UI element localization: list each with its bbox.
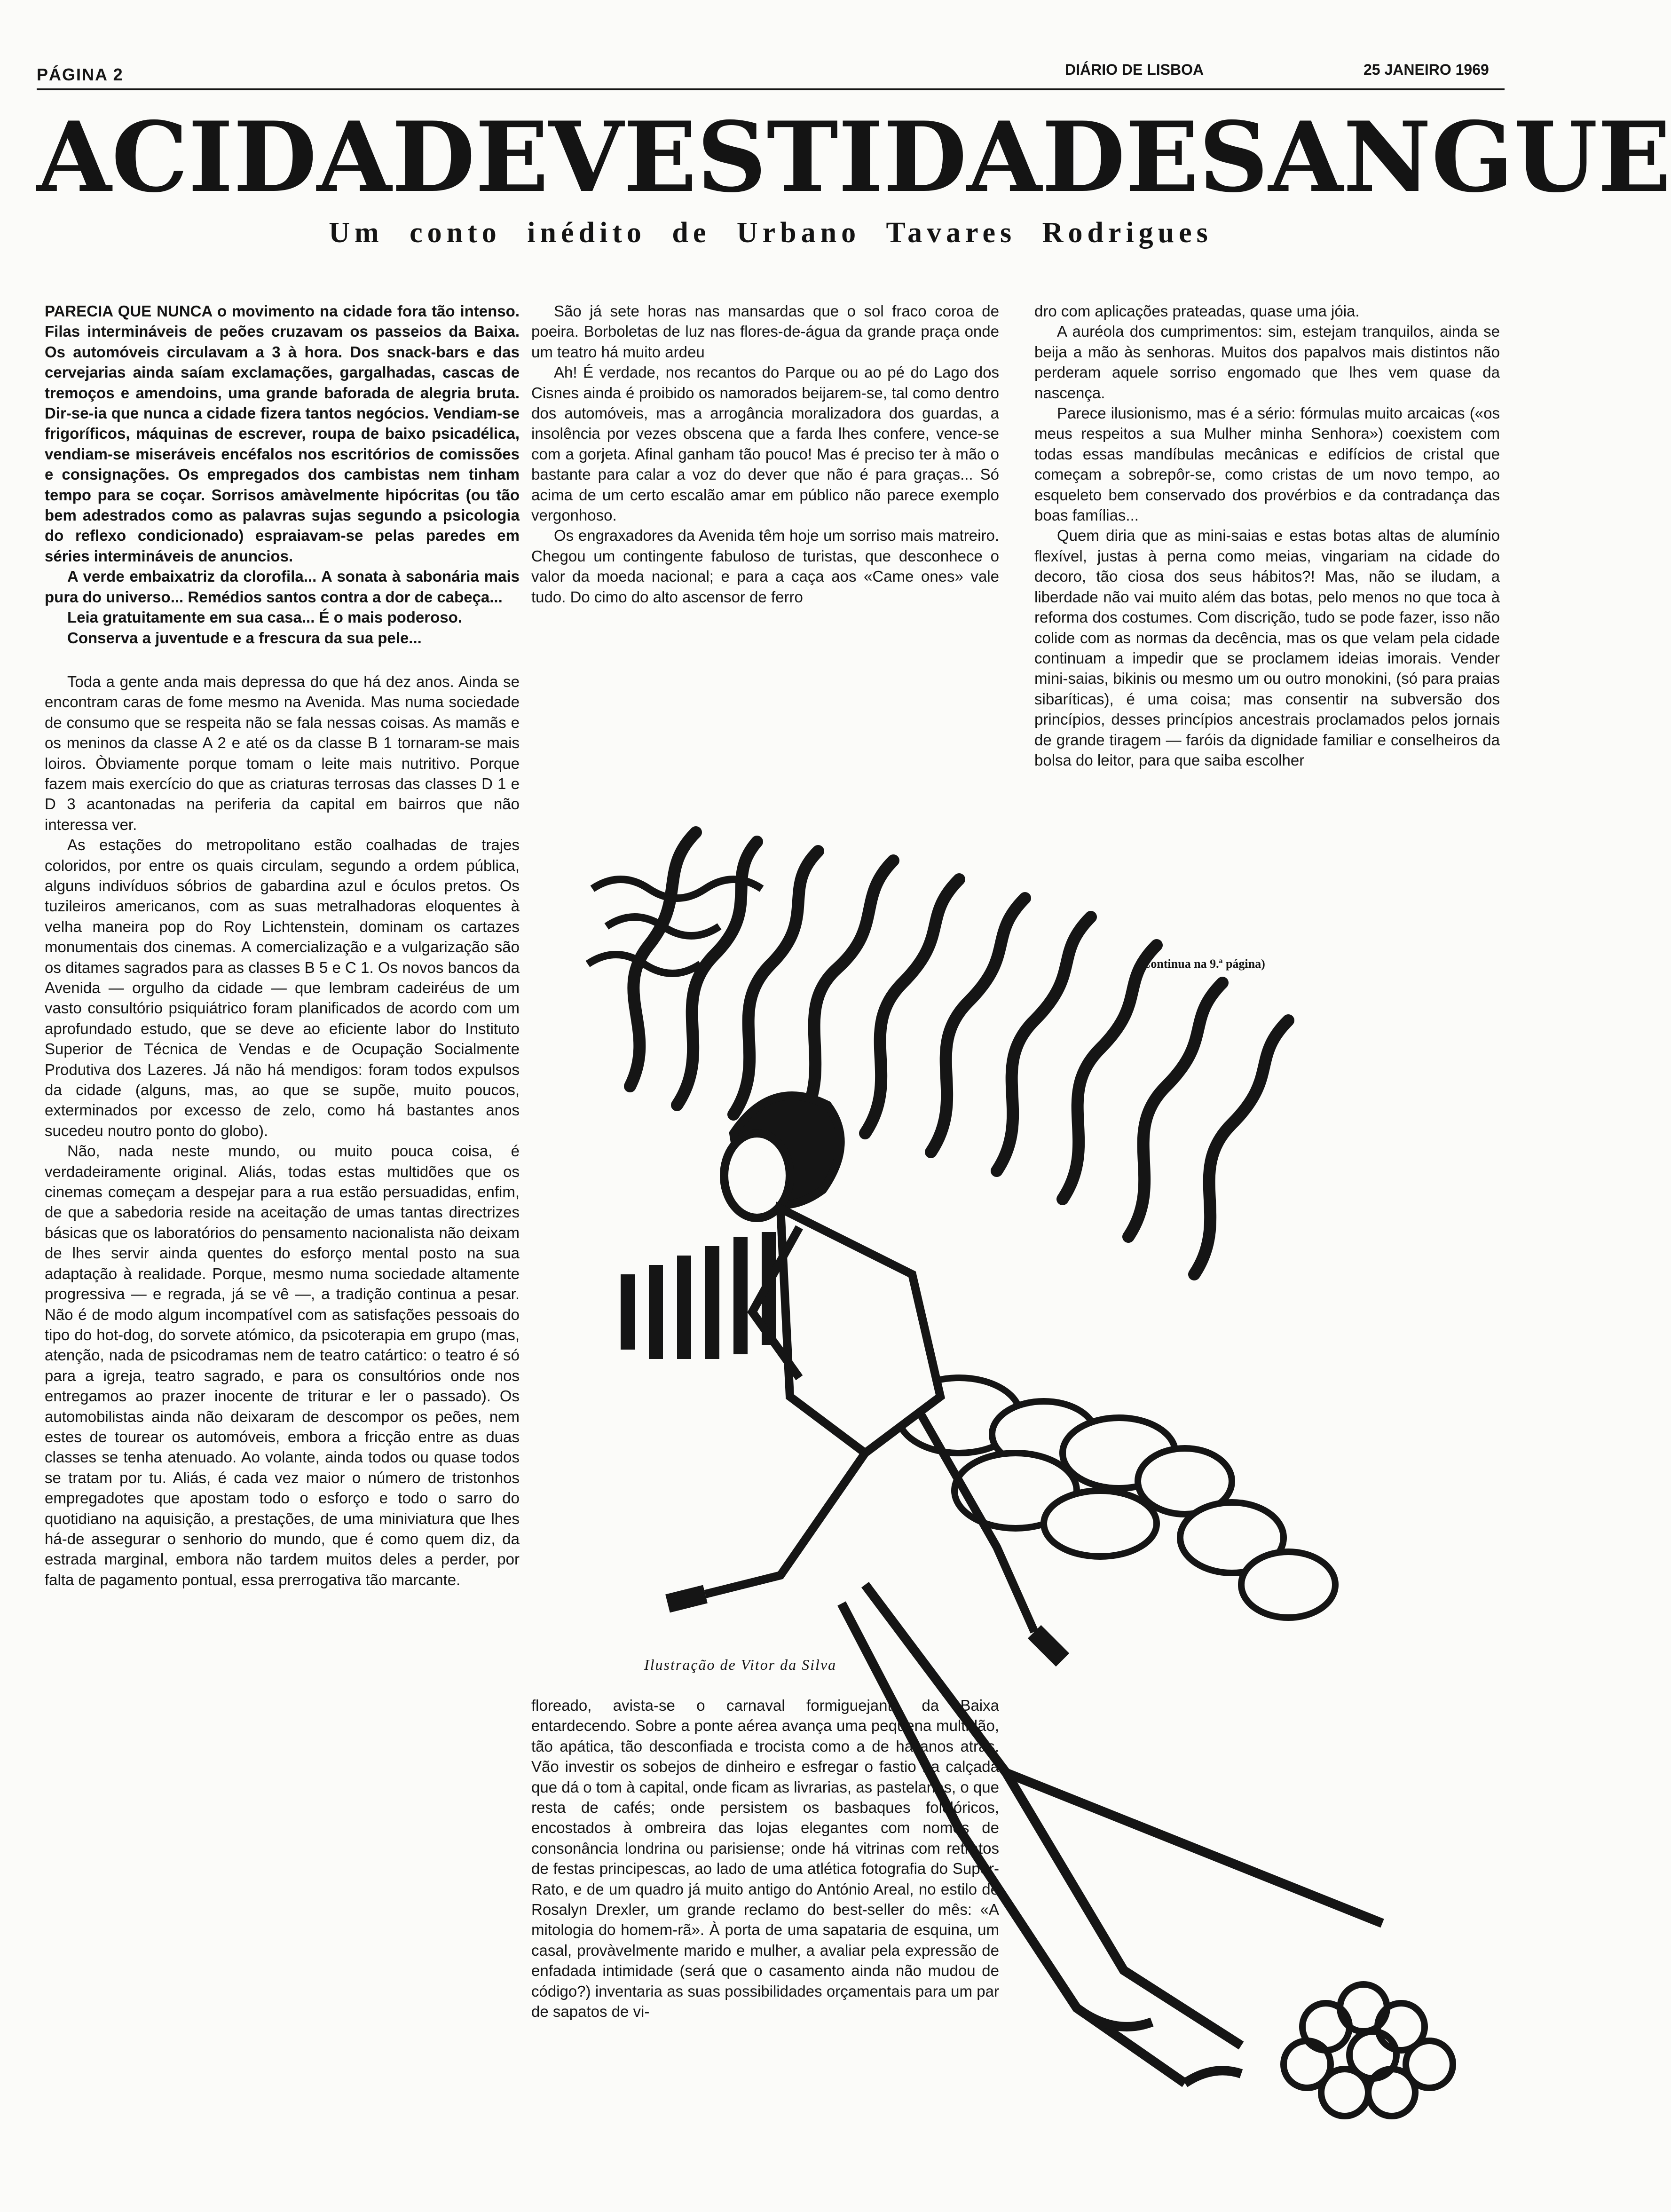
headline [37, 101, 1671, 214]
ad-slogan: Conserva a juventude e a frescura da sua pele... [67, 629, 422, 647]
continued-note: (Continua na 9.ª página) [1138, 957, 1265, 971]
body-paragraph: Ah! É verdade, nos recantos do Parque ou ao pé do Lago dos Cisnes ainda é proibido os namorados beijarem-se, tal como dentro dos automóveis, mas a arrogância moralizadora dos guardas, a insolência por vezes obscena que a farda lhes confere, vence-se com a gorjeta. Afinal ganham tão pouco! Mas é preciso ter à mão o bastante para calar a voz do dever que não é para graças... Só acima de um certo escalão amar em público não parece exemplo vergonhoso. [531, 363, 999, 524]
body-paragraph: dro com aplicações prateadas, quase uma jóia. [1034, 302, 1360, 320]
lead-caps: PARECIA QUE NUNCA [45, 302, 213, 320]
illustration-hair [1284, 1984, 1453, 2116]
body-paragraph: floreado, avista-se o carnaval formiguejante da Baixa entardecendo. Sobre a ponte aérea avança uma pequena multidão, tão apática, tão desconfiada e trocista como a de há anos atrás. Vão investir os sobejos de dinheiro e esfregar o fastio na calçada que dá o tom à capital, onde ficam as livrarias, as pastelarias, o que resta de cafés; onde persistem os basbaques folclóricos, encostados à ombreira das lojas elegantes com nomes de consonância londrina ou parisiense; onde há vitrinas com retratos de festas principescas, ao lado de uma atlética fotografia do Super-Rato, e de um quadro já muito antigo do António Areal, no estilo de Rosalyn Drexler, um grande reclamo do best-seller do mês: «A mitologia do homem-rã». À porta de uma sapataria de esquina, um casal, provàvelmente marido e mulher, a avaliar pela expressão de enfadada intimidade (será que o casamento ainda não mudou de código?) inventaria as suas possibilidades orçamentais para um par de sapatos de vi- [531, 1697, 999, 2021]
body-paragraph: A auréola dos cumprimentos: sim, estejam tranquilos, ainda se beija a mão às senhoras. Muitos dos papalvos mais distintos não perderam aquele sorriso engomado que lhes vem quase da nascença. [1034, 323, 1500, 402]
body-paragraph: Quem diria que as mini-saias e estas botas altas de alumínio flexível, justas à perna como meias, vingariam na cidade do decoro, tão ciosa dos seus hábitos?! Mas, não se iludam, a liberdade não vai muito além das botas, pelo menos no que toca à reforma dos costumes. Com discrição, tudo se pode fazer, isso não colide com as normas da decência, mas os que velam pela cidade continuam a impedir que se proclamem ideias imorais. Vender mini-saias, bikinis ou mesmo um ou outro monokini, (só para praias sibaríticas), é uma coisa; mas consentir na subversão dos princípios, desses princípios ancestrais proclamados pelos jornais de grande tiragem — faróis da dignidade familiar e conselheiros da bolsa do leitor, para que saiba escolher [1034, 527, 1500, 769]
illustration-figure-standing [668, 1096, 1063, 1660]
body-paragraph: Os engraxadores da Avenida têm hoje um sorriso mais matreiro. Chegou um contingente fabuloso de turistas, que desconhece o valor da moeda nacional; e para a caça aos «Came ones» vale tudo. Do cimo do alto ascensor de ferro [531, 527, 999, 606]
publication-name: DIÁRIO DE LISBOA [1065, 61, 1204, 78]
article-column-1 [45, 301, 520, 2135]
ad-slogan: Leia gratuitamente em sua casa... É o mais poderoso. [67, 608, 462, 626]
headline-word: DE [1041, 101, 1199, 214]
subtitle: Um conto inédito de Urbano Tavares Rodrigues [329, 217, 1213, 249]
lead-text: o movimento na cidade fora tão intenso. Filas intermináveis de peões cruzavam os passeios da Baixa. Os automóveis circulavam a 3 à hora. Dos snack-bars e das cervejarias ainda saíam exclamações, gargalhadas, cascas de tremoços e amendoins, uma grande baforada de alegria bruta. Dir-se-ia que nunca a cidade fizera tantos negócios. Vendiam-se frigoríficos, máquinas de escrever, roupa de baixo psicadélica, vendiam-se miseráveis encéfalos nos escritórios de comissões e consignações. Os empregados dos cambistas nem tinham tempo para se coçar. Sorrisos amàvelmente hipócritas (ou tão bem adestrados como as palavras sujas segundo a psicologia do reflexo condicionado) espraiavam-se pelas paredes em séries intermináveis de anuncios. [45, 302, 520, 565]
lead-paragraph [45, 301, 520, 566]
body-paragraph: Não, nada neste mundo, ou muito pouca coisa, é verdadeiramente original. Aliás, todas estas multidões que os cinemas começam a despejar para a rua estão persuadidas, enfim, de que a sabedoria reside na aceitação de umas tantas directrizes básicas que os laboratórios do pensamento nacionalista não deixam de lhes servir ainda quentes do esforço mental posto na sua adaptação à realidade. Porque, mesmo numa sociedade altamente progressiva — e regrada, já se vê —, a tradição continua a pesar. Não é de modo algum incompatível com as satisfações pessoais do tipo do hot-dog, do sorvete atómico, da psicoterapia em grupo (mas, atenção, nada de psicodramas nem de teatro catártico: o teatro é só para a igreja, teatro sagrado, e para os consultórios onde nos entregamos ao prazer inocente de triturar e ler o passado). Os automobilistas ainda não deixaram de descompor os peões, nem estes de tourear os automóveis, embora a fricção entre as duas classes se tenha atenuado. Ao volante, ainda todos ou quase todos se tratam por tu. Aliás, é cada vez maior o número de tristonhos empregadotes que apostam todo o esforço e todo o sarro do quotidiano na aquisição, a prestações, de uma miniviatura que lhes há-de assegurar o senhorio do mundo, que é como quem diz, da estrada marginal, embora não tardem muitos deles a perder, por falta de pagamento pontual, essa prerrogativa tão marcante. [45, 1142, 520, 1588]
issue-date: 25 JANEIRO 1969 [1364, 61, 1489, 78]
body-paragraph: As estações do metropolitano estão coalhadas de trajes coloridos, por entre os quais circulam, segundo a ordem pública, alguns indivíduos sóbrios de gabardina azul e óculos pretos. Os tuzileiros americanos, com as suas metralhadoras eloquentes à velha maneira pop do Roy Lichtenstein, dominam os cartazes monumentais dos cinemas. A comercialização e a vulgarização são os ditames sagrados para as classes B 5 e C 1. Os novos bancos da Avenida — orgulho da cidade — que lembram cadeiréus de um vasto consultório psiquiátrico foram planificados de acordo com um aprofundado estudo, que se deve ao eficiente labor do Instituto Superior de Técnica de Vendas e de Ocupação Socialmente Produtiva dos Lazeres. Já não há mendigos: foram todos expulsos da cidade (alguns, mas, ao que se supõe, muito poucos, exterminados por excesso de zelo, como há bastantes anos sucedeu noutro ponto do globo). [45, 836, 520, 1139]
body-paragraph: Toda a gente anda mais depressa do que há dez anos. Ainda se encontram caras de fome mesmo na Avenida. Mas numa sociedade de consumo que se respeita não se fala nessas coisas. As mamãs e os meninos da classe A 2 e até os da classe B 1 tornaram-se mais loiros. Òbviamente porque tomam o leite mais nutritivo. Porque fazem mais exercício do que as criaturas terrosas das classes D 1 e D 3 acantonadas na periferia da capital em bairros que não interessa ver. [45, 672, 520, 833]
illustration-flames [630, 832, 1288, 1274]
illustration-caption: Ilustração de Vitor da Silva [644, 1656, 837, 1673]
body-paragraph: São já sete horas nas mansardas que o sol fraco coroa de poeira. Borboletas de luz nas flores-de-água da grande praça onde um teatro há muito ardeu [531, 302, 999, 361]
article-column-2-bottom [531, 1695, 999, 2170]
illustration-rubble [898, 1378, 1335, 1618]
headline-word: CIDADE [111, 101, 549, 214]
paragraph-gap [45, 648, 520, 672]
article-column-2-top [531, 301, 999, 752]
headline-word: SANGUE [1198, 101, 1671, 214]
headline-word: A [37, 101, 112, 214]
body-paragraph: Parece ilusionismo, mas é a sério: fórmulas muito arcaicas («os meus respeitos a sua Mulher minha Senhora») coexistem com todas essas mandíbulas mecânicas e edifícios de cristal que começam a sobrepôr-se, como cristas de um novo tempo, ao esqueleto bem conservado dos provérbios e da contradança das boas famílias... [1034, 404, 1500, 524]
page-number: PÁGINA 2 [37, 65, 124, 84]
headline-word: VESTIDA [548, 101, 1042, 214]
ad-slogan: A verde embaixatriz da clorofila... A sonata à sabonária mais pura do universo... Remédios santos contra a dor de cabeça... [45, 568, 520, 606]
header-rule [37, 88, 1505, 90]
